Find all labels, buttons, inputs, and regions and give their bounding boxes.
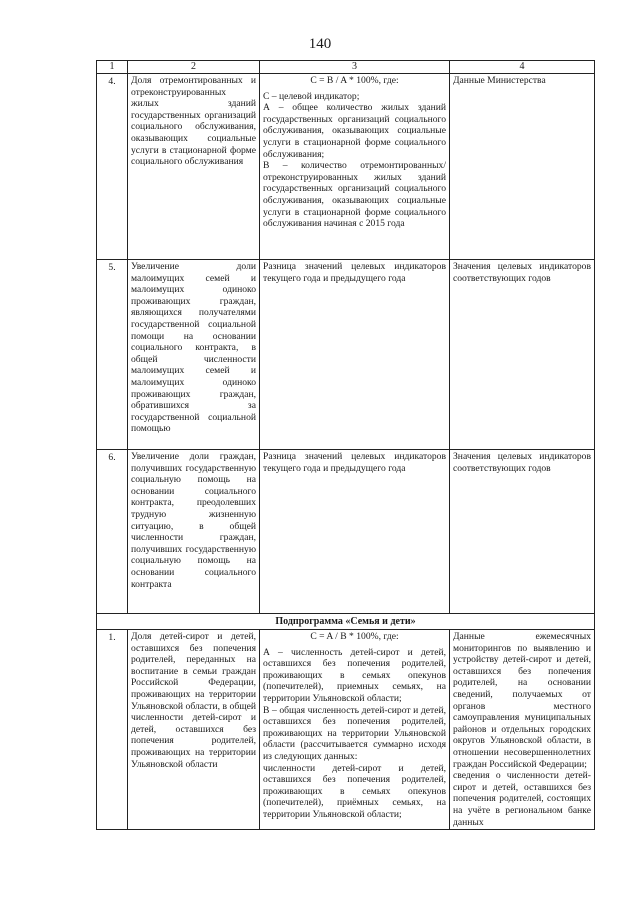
indicator-name: Увеличение доли граждан, получивших государственную социальную помощь на основании социального контракта, преодолевших трудную жизненную ситуацию, в общей численности граждан, получивших государственную социальную помощь на основании социального контракта	[128, 450, 260, 614]
method-text: С – целевой индикатор; А – общее количество жилых зданий государственных организаций социального обслуживания, оказывающих социальные услуги в стационарной форме социального обслуживания; В – количество отремонтированных/отреконструированных жилых зданий государственных организаций социального обслуживания, оказывающих социальные услуги в стационарной форме социального обслуживания начиная с 2015 года	[263, 90, 446, 230]
table-row	[97, 74, 595, 260]
row-number: 1.	[97, 630, 128, 830]
row-number: 5.	[97, 260, 128, 450]
formula: C = B / A * 100%, где:	[310, 75, 399, 86]
subprogram-row	[97, 614, 595, 630]
row-number: 4.	[97, 74, 128, 260]
header-cell-3: 3	[260, 61, 450, 74]
data-source: Значения целевых индикаторов соответствующих годов	[450, 260, 595, 450]
method-text: А – численность детей-сирот и детей, оставшихся без попечения родителей, проживающих в семьях опекунов (попечителей), приемных семьях, на территории Ульяновской области; В – общая численность детей-сирот и детей, оставшихся без попечения родителей, проживающих на территории Ульяновской области (рассчитывается суммарно исходя из следующих данных: численности детей-сирот и детей, оставшихся без попечения родителей, проживающих в семьях опекунов (попечителей), приёмных семьях, на территории Ульяновской области;	[263, 646, 446, 820]
row-number: 6.	[97, 450, 128, 614]
calculation-method: Разница значений целевых индикаторов текущего года и предыдущего года	[260, 260, 450, 450]
calculation-method: Разница значений целевых индикаторов текущего года и предыдущего года	[260, 450, 450, 614]
table-row	[97, 450, 595, 614]
subprogram-title: Подпрограмма «Семья и дети»	[97, 614, 595, 630]
calculation-method	[260, 74, 450, 260]
data-source: Данные ежемесячных мониторингов по выявлению и устройству детей-сирот и детей, оставшихся без попечения родителей, на основании сведений, получаемых от органов местного самоуправления муниципальных районов и отдельных городских округов Ульяновской области, в отношении несовершеннолетних граждан Российской Федерации; сведения о численности детей-сирот и детей, оставшихся без попечения родителей, состоящих на учёте в региональном банке данных	[450, 630, 595, 830]
table-row	[97, 260, 595, 450]
table-header-row	[97, 61, 595, 74]
header-cell-4: 4	[450, 61, 595, 74]
calculation-method	[260, 630, 450, 830]
data-source: Данные Министерства	[450, 74, 595, 260]
table-row	[97, 630, 595, 830]
data-source: Значения целевых индикаторов соответствующих годов	[450, 450, 595, 614]
indicator-table	[96, 60, 595, 830]
formula: C = A / B * 100%, где:	[310, 631, 399, 642]
header-cell-2: 2	[128, 61, 260, 74]
indicator-name: Увеличение доли малоимущих семей и малоимущих одиноко проживающих граждан, являющихся получателями государственной социальной помощи на основании социального контракта, в общей численности малоимущих семей и малоимущих одиноко проживающих граждан, обратившихся за государственной социальной помощью	[128, 260, 260, 450]
indicator-name: Доля детей-сирот и детей, оставшихся без попечения родителей, переданных на воспитание в семьи граждан Российской Федерации, проживающих на территории Ульяновской области, в общей численности детей-сирот и детей, оставшихся без попечения родителей, проживающих на территории Ульяновской области	[128, 630, 260, 830]
page-number: 140	[308, 36, 332, 52]
header-cell-1: 1	[97, 61, 128, 74]
indicator-name: Доля отремонтированных и отреконструированных жилых зданий государственных организаций социального обслуживания, оказывающих социальные услуги в стационарной форме социального обслуживания	[128, 74, 260, 260]
